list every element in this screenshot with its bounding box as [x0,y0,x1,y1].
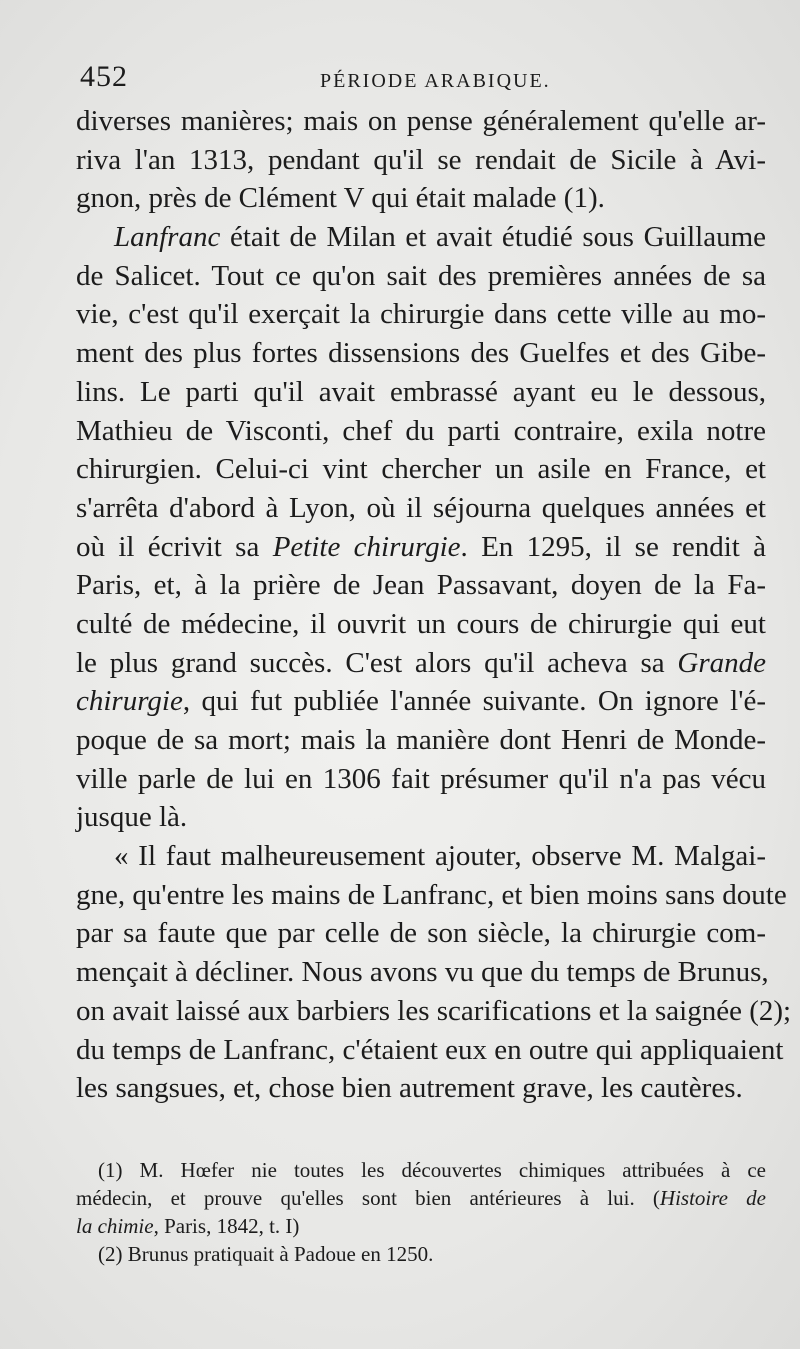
page-number: 452 [80,60,128,93]
text-line: « Il faut malheureusement ajouter, observe M. Malgai- [114,840,766,873]
page-header [80,60,760,100]
body-text [76,102,792,1108]
text-fragment: , Paris, 1842, t. I) [153,1214,300,1238]
text-line: vie, c'est qu'il exerçait la chirurgie dans cette ville au mo- [76,298,766,331]
text-line: chirurgien. Celui-ci vint chercher un asile en France, et [76,453,766,486]
text-line [76,682,766,721]
text-line: jusque là. [76,801,188,834]
text-line: lins. Le parti qu'il avait embrassé ayant eu le dessous, [76,375,766,408]
text-line: poque de sa mort; mais la manière dont Henri de Monde- [76,724,766,756]
italic-title-petite-chirurgie: Petite chirurgie [272,530,461,563]
text-line [76,528,766,567]
italic-name-lanfranc: Lanfranc [114,221,221,254]
text-line: par sa faute que par celle de son siècle, la chirurgie com- [76,917,766,950]
text-line: de Salicet. Tout ce qu'on sait des premières années de sa [76,259,766,292]
text-fragment: où il écrivit sa [76,530,260,563]
text-line: ment des plus fortes dissensions des Guelfes et des Gibe- [76,337,766,370]
text-line: les sangsues, et, chose bien autrement grave, les cautères. [76,1072,743,1105]
footnote-2: (2) Brunus pratiquait à Padoue en 1250. [98,1242,434,1266]
text-fragment: , qui fut publiée l'année suivante. On ignore l'é- [182,685,766,718]
text-line: s'arrêta d'abord à Lyon, où il séjourna quelques années et [76,491,766,524]
text-line: gne, qu'entre les mains de Lanfranc, et bien moins sans doute [76,878,787,911]
footnotes [76,1156,766,1268]
italic-title-chirurgie: chirurgie [76,685,183,718]
text-line: Paris, et, à la prière de Jean Passavant, doyen de la Fa- [76,569,766,602]
text-line [76,218,766,257]
text-line: riva l'an 1313, pendant qu'il se rendait de Sicile à Avi- [76,143,766,176]
text-fragment: médecin, et prouve qu'elles sont bien antérieures à lui. ( [76,1186,660,1210]
text-line [76,644,766,683]
italic-chimie: la chimie [76,1214,154,1238]
text-line: ville parle de lui en 1306 fait présumer qu'il n'a pas vécu [76,762,766,795]
footnote-1-line [76,1212,766,1240]
text-fragment: . En 1295, il se rendit à [460,530,767,563]
footnote-1-line: (1) M. Hœfer nie toutes les découvertes chimiques attribuées à ce [98,1158,766,1182]
running-title: PÉRIODE ARABIQUE. [320,70,551,92]
text-line: diverses manières; mais on pense généralement qu'elle ar- [76,105,766,137]
footnote-1-line [76,1184,766,1212]
text-line: culté de médecine, il ouvrit un cours de chirurgie qui eut [76,607,766,640]
italic-histoire: Histoire de [659,1186,766,1210]
italic-title-grande: Grande [677,646,766,679]
text-line: gnon, près de Clément V qui était malade (1). [76,182,605,215]
text-line: mençait à décliner. Nous avons vu que du temps de Brunus, [76,956,769,989]
text-line: du temps de Lanfranc, c'étaient eux en outre qui appliquaient [76,1033,784,1066]
text-fragment: était de Milan et avait étudié sous Guillaume [229,221,767,254]
text-line: on avait laissé aux barbiers les scarifications et la saignée (2); [76,994,792,1027]
text-fragment: le plus grand succès. C'est alors qu'il acheva sa [76,646,665,679]
text-line: Mathieu de Visconti, chef du parti contraire, exila notre [76,414,766,447]
